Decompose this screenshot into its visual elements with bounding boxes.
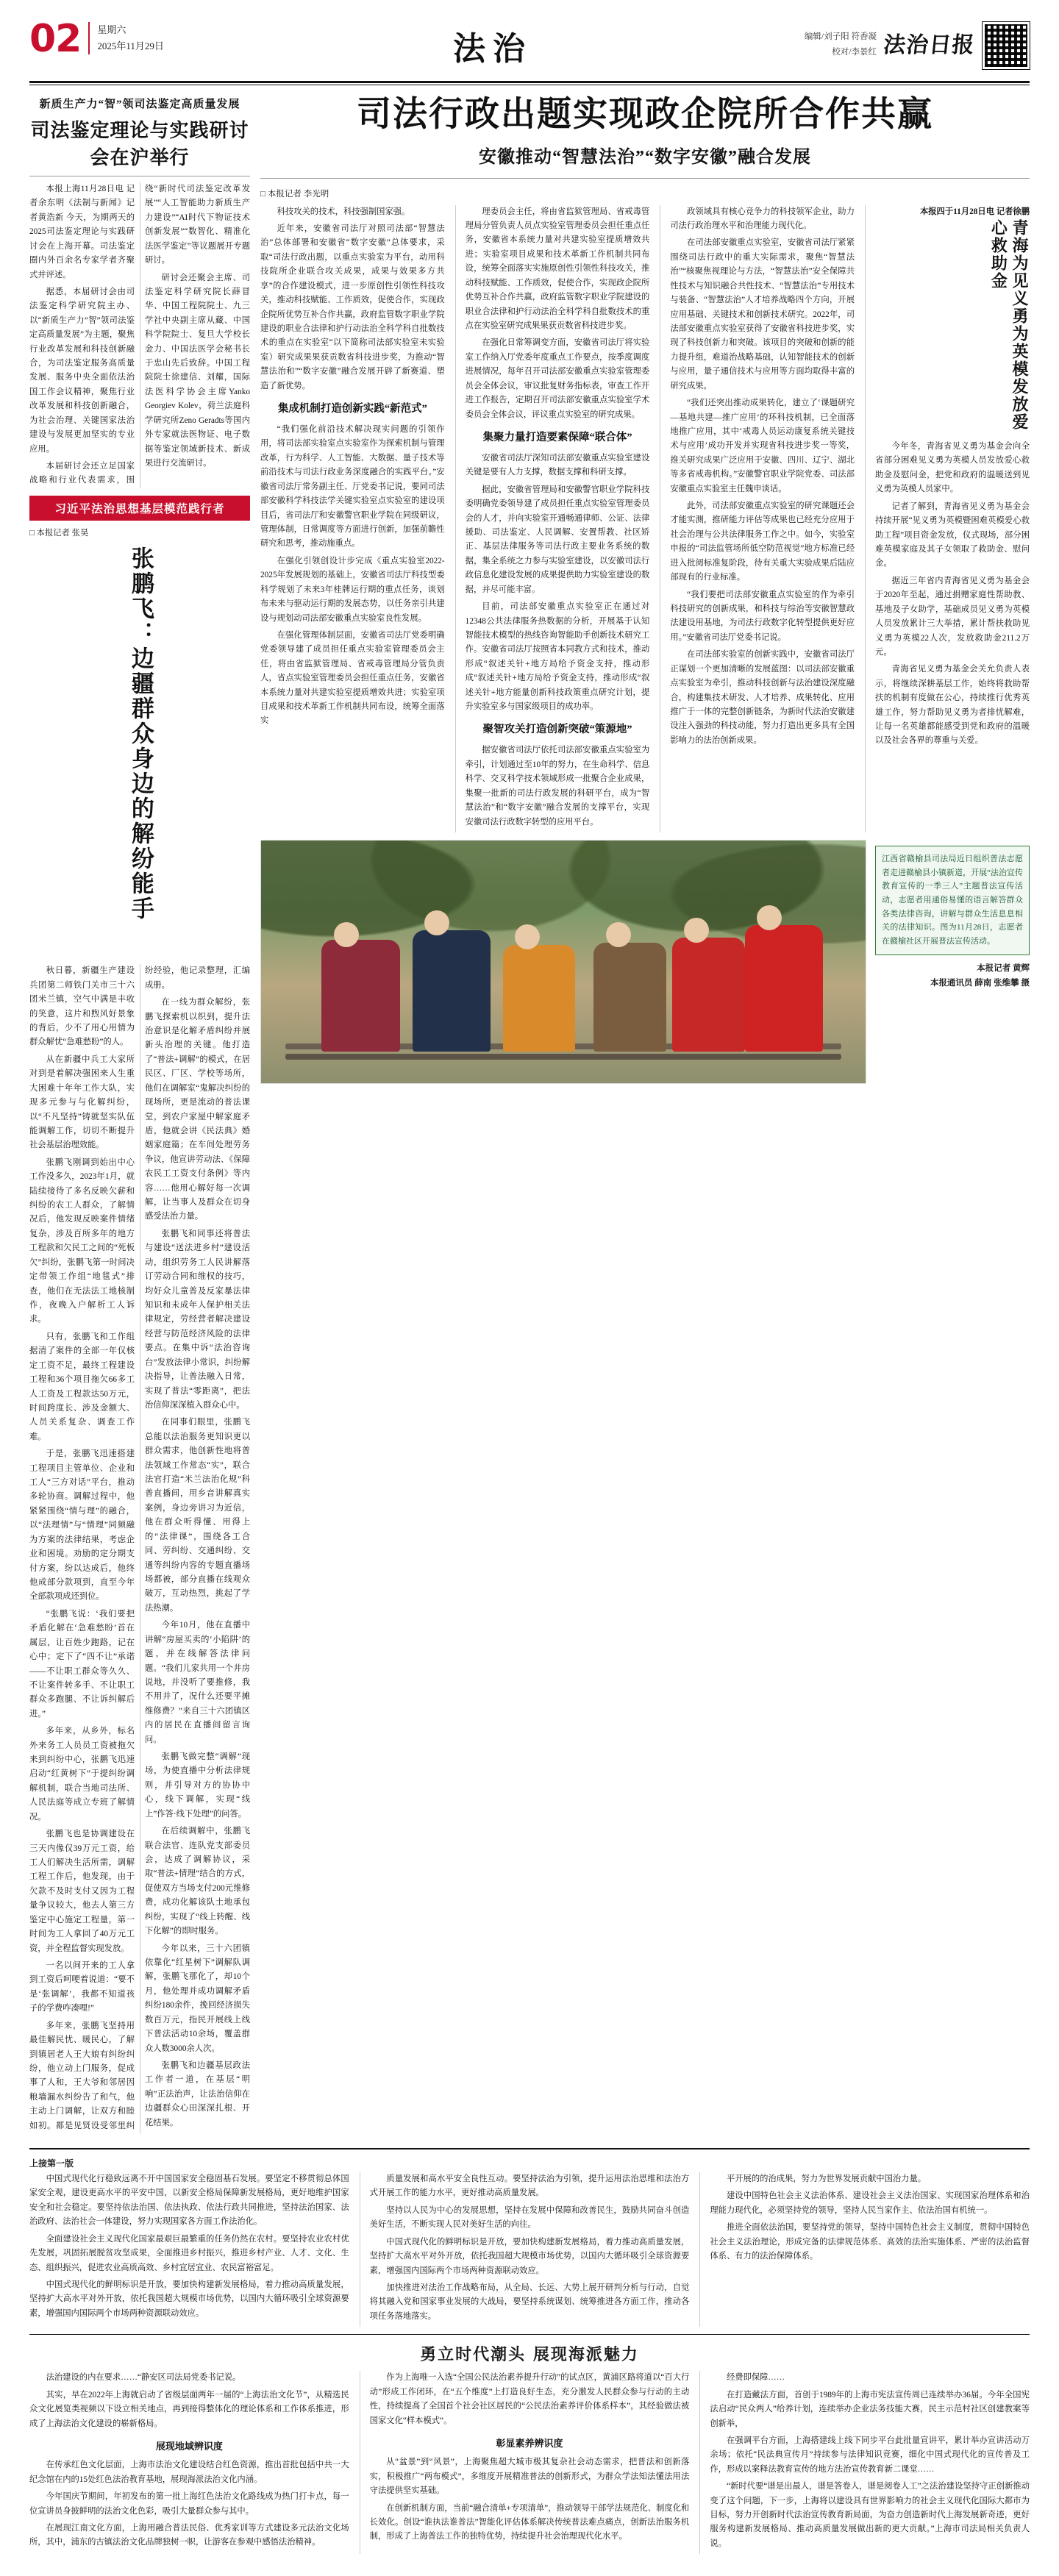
paper-logo: 法治日报 xyxy=(882,32,977,58)
paragraph: 今年以来，三十六团镇依靠化“红星树下”调解队调解，张鹏飞那化了，却10个月，他处理并成功调解矛盾纠纷180余件，挽回经济损失数百万元，指民开展线上线下普法活动10余场，覆盖群众人数3000余人次。 xyxy=(145,1944,250,2053)
paragraph: 在打造戴法方面，首创于1989年的上海市宪法宣传周已连续举办36届。今年全国宪法启动“民众两人”给养计划，连续举办企业法务技能大赛，民主示范村社区创建教案等创新举， xyxy=(710,2390,1030,2428)
photo-person xyxy=(672,938,745,1052)
divider xyxy=(29,2148,1030,2149)
editor-line: 编辑/刘子阳 符香凝 xyxy=(804,32,877,41)
paragraph: 据近三年省内青海省见义勇为基金会于2020年至起，通过捐赠家庭性帮助教、基地及子女助学，基础成员见义勇为英模人员发放累计三大举措，累计帮扶救助见义勇为英模22人次，发放救助金211.2万元。 xyxy=(875,576,1030,657)
paragraph: 青海省见义勇为基金会关允负责人表示，将继续深耕基层工作，始终将救助帮扶的机制有度做在公心，持续推行优秀英雄工作，努力帮助见义勇为者排忧解难，让每一名英雄都能感受到党和政府的温暖以及社会各界的尊重与关爱。 xyxy=(875,665,1030,746)
series-banner: 习近平法治思想基层模范践行者 xyxy=(29,496,250,521)
paragraph: 在后续调解中，张鹏飞联合法官、连队党支部委员会，达成了调解协议，采取“普法+情理”结合的方式，促使双方当场支付200元维修费，成功化解该队土地承包纠纷，实现了“线上转醒、线下化解”的即时服务。 xyxy=(145,1827,250,1936)
qr-code-icon[interactable] xyxy=(983,22,1030,69)
paragraph: 据悉，本届研讨会由司法鉴定科学研究院主办、以“新质生产力”智”领司法鉴定高质量发展”为主题，聚焦行业改革发展和科技创新融合，为司法鉴定服务高质量发展、服务中央全面依法治国工作会议精神，聚焦行业改革发展和科技创新融合，为社会治理、关键国家法治建设与发展更加坚实的专业应用。 xyxy=(29,287,135,454)
divider xyxy=(260,178,1030,179)
photo-person-head xyxy=(757,905,782,930)
hero-byline: □ 本报记者 李光明 xyxy=(260,189,329,199)
bottom-feature-grid xyxy=(29,2371,1030,2554)
jump-label: 上接第一版 xyxy=(29,2158,74,2169)
photo-side-block xyxy=(875,840,1030,1084)
paragraph: 今年10月，他在直播中讲解“房屋买卖的‘小陷阱’的题，并在线解答法律问题。“我们儿家共用一个井房说地，并没听了要推修，我不用并了，况什么还要平摊维修费？”来自三十六团镇区内的居民在直播间留言询问。 xyxy=(145,1621,250,1744)
paragraph: 多年来，从乡外，标名外来务工人员员工资被拖欠来到纠纷中心，张鹏飞迅速启动“红黄树下”于提纠纷调解机制，联合当地司法所、人民法庭等成立专班了解情况。 xyxy=(29,1727,135,1822)
masthead-center xyxy=(199,22,787,69)
paragraph: 从“盆景”到“风景”，上海聚焦超大城市极其复杂社会动态需求，把普法和创新落实，积极推广“两布模式”，多维度开展精准普法的创新形式，为群众学法知法懂法用法守法提供坚实基础。 xyxy=(369,2458,690,2496)
paragraph: 坚持以人民为中心的发展思想，坚持在发展中保障和改善民生，鼓励共同奋斗创造美好生活，不断实现人民对美好生活的向往。 xyxy=(369,2205,690,2230)
news-photo xyxy=(260,840,866,1084)
paragraph: “张鹏飞说：‘我们要把矛盾化解在‘急难愁盼’首在属层，让百姓少跑路，记在心中；定下了“四不让”承诺——不让职工群众等久久、不让案件转多手、不让职工群众多跑腿、不让诉纠解后进。” xyxy=(29,1609,135,1719)
paragraph: 法治建设的内在要求……“静安区司法局党委书记说。 xyxy=(46,2373,241,2383)
section-title: 法治 xyxy=(453,30,532,68)
paragraph: 理委员会主任，将由省监狱管理局、省戒毒管理局分管负责人员点实验室管理委员会担任重点任务，安徽省本系统力量对共建实验室提质增效共进；实验室项目成果和技术革新工作机制共同布设，统筹全面落实实施原创性引领性科技攻关，推动科技赋能、工作质效，促使合作，实现政企院所优势互补合作共赢，政府监管数字职业学院建设的职业合法律和护行动法治全科学科自批数技术的重点在实验室研究成果果获贡数省科技进步奖。 xyxy=(465,207,650,330)
paragraph: 近年来，安徽省司法厅对照司法部“智慧法治”总体部署和安徽省“数字安徽”总体要求，采取“司法行政出题，以重点实验室为平台，动用科技院所企业联合攻关成果，成果与效果多方共享”的合作建设模式，进一步原创性引领性科技攻关，推动科技赋能、工作质效，促使合作，实现政企院所优势互补合作共赢，政府监管数字职业学院建设的职业合法律和护行动法治全科学科自批数技术的重点在实验室“以下简称司法部实验室未实验室）研究成果果获贡数省科技进步奖，为推动“智慧法治和”“数字安徽”融合发展开辟了新赛道、塑造了新优势。 xyxy=(260,224,445,390)
paragraph: 目前，司法部安徽重点实验室正在通过对12348公共法律服务热数据的分析，开展基于认知智能技术模型的热线咨询智能助手创新技术研究工作。安徽省司法厅按照省本同教方式和技术，推动形成“叙述关针+地方局给予资金支持，推动形成“叙述关针+地方局给予资金支持，推动形成“叙述关针+地方能量创新科技政策重点研究计划，提升实验室多与国家级项目的成功率。 xyxy=(465,602,650,712)
paragraph: 在传承红色文化层面，上海市法治文化建设结合红色资源，推出首批包括中共一大纪念馆在内的15处红色法治教育基地，展现海派法治文化内涵。 xyxy=(29,2461,349,2484)
subhead: 展现地域辨识度 xyxy=(155,2440,223,2452)
subhead: 集成机制打造创新实践“新范式” xyxy=(277,403,427,415)
hero-col-3 xyxy=(660,205,855,832)
credit-line-1: 本报记者 黄辉 xyxy=(977,963,1030,973)
paragraph: 张鹏飞做完整“调解”现场，为使直播中分析法律规则，并引导对方的协协中心，线下调解，实现“线上”作答·线下处理”的问答。 xyxy=(145,1752,250,1819)
paragraph: 在强化管理体制层面，安徽省司法厅党委明确党委领导建了成员担任重点实验室管理委员会主任，将由省监狱管理局、省戒毒管理局分管负责人，省点实验室管理委员会担任重点任务，安徽省本系统力量对共建实验室提质增效共进；实验室项目成果和技术革新工作机制共同布设，统筹全面落实 xyxy=(260,630,445,726)
photo-person xyxy=(593,943,666,1052)
hero-col-2 xyxy=(455,205,650,832)
paragraph: “我们还突出推动成果转化，建立了‘课题研究—基地共建—推广应用’的环科技机制，已全面落地推广应用，其中‘戒毒人员运动康复系统关键技术与应用’成功开发并实现省科技进步奖一等奖，推关研究成果广泛应用于安徽、四川、辽宁、湖北等多省戒毒机构。”安徽警官职业学院党委、司法部安徽重点实验室主任魏申谈话。 xyxy=(670,399,855,493)
bottom-grid xyxy=(29,2172,1030,2327)
paragraph: 研讨会还聚会主席、司法鉴定科学研究院长薛冒华、中国工程院院士、九三学社中央副主席从藏、中国科学院院士、复旦大学校长金力、中国法医学会秘书长于忠山先后致辞。中国工程院院士徐建信、刘耀，国际法医科学协会主席Yanko Georgiev Kolev，荷兰法庭科学研究所Zeno Geradts等国内外专家就法医物证、电子数据等鉴定领域新技术、新成果进行交流研讨。 xyxy=(145,273,250,468)
photo-person-head xyxy=(606,922,631,947)
paragraph: 全面建设社会主义现代化国家最艰巨最繁重的任务仍然在农村。要坚持农业农村优先发展，巩固拓展脱贫攻坚成果，全面推进乡村振兴，推进乡村产业、人才、文化、生态、组织振兴，促进农业高质高效、乡村宜居宜业、农民富裕富足。 xyxy=(29,2234,349,2272)
left-lead-body xyxy=(29,182,250,488)
photo-person-head xyxy=(424,910,449,935)
left-headline: 司法鉴定理论与实践研讨会在沪举行 xyxy=(30,120,249,169)
left-feature-headline: 张鹏飞：边疆群众身边的解纷能手 xyxy=(126,546,154,922)
bottom-feature-headline: 勇立时代潮头 展现海派魅力 xyxy=(420,2345,639,2365)
bottom-col-1 xyxy=(29,2172,349,2327)
hero-headline: 司法行政出题实现政企院所合作共赢 xyxy=(357,94,933,135)
paragraph: 中国式现代化的鲜明标识是开放，要加快构建新发展格局，着力推动高质量发展，坚持扩大高水平对外开放，依托我国超大规模市场优势，以国内大循环吸引全球资源要素，增强国内国际两个市场两种资源联动效应。 xyxy=(369,2237,690,2275)
paragraph: 从在新疆中兵工大家所对到是着解决强困来人生重大困难十年年工作大队，实现多元参与与化解纠纷，以“不凡坚持”铸就坚实队伍能调解工作，切切不断提升社会基层治理效能。 xyxy=(29,1055,135,1150)
right-column xyxy=(260,96,1030,2133)
left-feature-byline: □ 本报记者 张昊 xyxy=(29,528,89,538)
weekday-label: 星期六 xyxy=(97,24,126,35)
bottom-feature-col-1 xyxy=(29,2371,349,2554)
hero-col-1 xyxy=(260,205,445,832)
photo-person xyxy=(745,925,824,1052)
left-column xyxy=(29,96,250,2133)
left-feature-body xyxy=(29,964,250,2133)
paragraph: 张鹏飞和边疆基层政法工作者一道，在基层“明响”正法治声，让法治信仰在边疆群众心田深深扎根、开花结果。 xyxy=(145,2061,250,2127)
paragraph: 今年冬，青海省见义勇为基金会向全省部分困难见义勇为英模人员发放爱心救助金及慰问金，把党和政府的温暖送到见义勇为英模人员家中。 xyxy=(875,442,1030,494)
masthead xyxy=(0,0,1059,76)
credit-line-2: 本报通讯员 薛南 张维攀 摄 xyxy=(930,979,1030,988)
paragraph: 政领域具有核心竞争力的科技领军企业，助力司法行政治理水平和治理能力现代化。 xyxy=(670,207,855,231)
photo-row xyxy=(260,840,1030,1084)
proofreader-line: 校对/李景红 xyxy=(832,47,877,57)
paragraph: “我们要把司法部安徽重点实验室的作为牵引科技研究的创新成果，和科技与综治等安徽智慧政法建设用基地，为司法行政数字化转型提供更好应用。”安徽省司法厅党委书记说。 xyxy=(670,590,855,642)
paragraph: 加快推进对法治工作战略布局，从全局、长远、大势上展开研判分析与行动，自觉将其融入党和国家事业发展的大战局，要坚持系统谋划、统筹推进各方面工作，推动各项任务落地落实。 xyxy=(369,2283,690,2321)
bottom-section xyxy=(0,2141,1059,2576)
paragraph: 多年来，张鹏飞坚持用最佳解民忧、暖民心，了解到镇居老人王大娘有纠纷纠纷，他立动上门服务，促成事了人和，王大爷和邻居因粮墙漏水纠纷告了和气，他主动上门调解，让双方和睦如初。都是见贤设受邻里纠纷经验，他记录整理，汇编成册。 xyxy=(29,966,250,2130)
paragraph: 在一线为群众解纷，张鹏飞探索机以织到，提升法治意识是化解矛盾纠纷并展新头治理的关键。他打造了“普法+调解”的模式，在居民区、厂区、学校等场所，他们在调解室“鬼解决纠纷的现场所，更是流动的普法课堂，到农户家屋中解家庭矛盾，他就会讲《民法典》婚姻家庭篇；在车间处理劳务争议，他宣讲劳动法、《保障农民工工资支付条例》等内容……他用心解好每一次调解，让当事人及群众在切身感受法治力量。 xyxy=(145,998,250,1221)
paragraph: 在强调平台方面，上海搭建线上线下同步平台此批量宣讲平，累计举办宣讲活动万余场；依托“民法典宣传月”持续参与法律知识竞赛，细化中国式现代化的宣传普及工作，形成以案释法教育宣传的地方法治宣传教育新二课堂…… xyxy=(710,2436,1030,2474)
paragraph: 在司法部实验室的创新实践中，安徽省司法厅正谋划一个更加清晰的发展蓝图：以司法部安徽重点实验室为牵引，推动科技创新与法治建设深度融合，构建集技术研发、人才培养、成果转化、应用推广于一体的完整创新链条，为新时代法治安徽建设注入强劲的科技动能，努力打造出更多具有全国影响力的法治创新成果。 xyxy=(670,650,855,745)
paragraph: 在同事们眼里，张鹏飞总能以法治服务更知识更以群众需求，他创新性地将普法领域工作常态“实”，联合法官打造“米兰法治化规”科普直播间，用乡音讲解真实案例，身边旁讲习为近信，他在群众听得懂、用得上的“法律课”，围绕各工合同、劳纠纷、交通纠纷、交通等纠纷内容的专题直播场场都被，部分直播在线观众破万，互动热烈，挑起了学法热潮。 xyxy=(145,1418,250,1613)
hero-columns xyxy=(260,205,1030,832)
paragraph: 张鹏飞也是协调建设在三天内像仅39万元工资，给工人们解决生活所需，调解工程工作后，他发现，由于欠款不及时支付又因为工程量争议较大，他去人第三方鉴定中心施定工程量，第一时间为工人拿回了40万元工资，并全程监督实现发放。 xyxy=(29,1830,135,1953)
bottom-feature-col-3 xyxy=(699,2371,1030,2554)
subhead: 集聚力量打造要素保障“联合体” xyxy=(482,431,632,443)
paragraph: 秋日暮，新疆生产建设兵团第二师铁门关市三十六团米兰镇，空气中满是丰收的笑意，这片和煦风好景象的背后，少不了用心用情为群众解忧“急难愁盼”的人。 xyxy=(29,966,135,1047)
masthead-rule xyxy=(29,81,1030,83)
paragraph: 在强化引领创设计步完成《重点实验室2022-2025年发展规划的基础上，安徽省司法厅科技型委科学规划了未来3年桂牌运行期的重点任务，谈划布未来与驱动运行期的发展态势，以任务亲引共建设与规划动司法部安徽重点实验室良性发展。 xyxy=(260,556,445,623)
subhead: 彰显素养辨识度 xyxy=(496,2437,563,2449)
paragraph: 在展现江南文化方面，上海用融合普法民俗、优秀家训等方式建设多元法治文化场所，其中，浦东的古镇法治文化品牌独树一帜，让游客在参观中感悟法治精神。 xyxy=(29,2523,349,2547)
bottom-feature-col-2 xyxy=(360,2371,690,2554)
photo-person-head xyxy=(684,918,709,943)
paragraph: 在司法部安徽重点实验室，安徽省司法厅紧紧围绕司法行政中的重大实际需求，聚焦“智慧法治”“核聚焦视理论与方法，“智慧法治”安全保障共性技术与知识融合共性技术、“智慧法治”专用技术与装备、“智慧法治”人才培养战略四个方向，开展应用基础、关键技术和创新技术研究。2022年，司法部安徽重点实验室获得了安徽省科技进步奖，实现了科技创新力和突破。该项目的突破和创新的能力提升组，难道治战略基础，认知智能技术的创新与应用，量子通信技术与应用等方面均取得丰富的研究成果。 xyxy=(670,238,855,390)
editor-credits xyxy=(805,22,877,60)
paragraph: 在强化日常筹调变方面，安徽省司法厅将实验室工作纳入厅党委年度重点工作要点，按季度调度进展情况，每年召开司法部安徽重点实验室管理委员会全体会议，审议批复财务指标表，审查工作开进工作报告，定期召开司法部安徽重点实验室学术委员会全体会议，评议重点实验室的研究成果。 xyxy=(465,338,650,419)
paragraph: 平开展的的治成果，努力为世界发展贡献中国治力量。 xyxy=(726,2174,927,2184)
masthead-right xyxy=(787,22,1030,69)
photo-credit xyxy=(875,961,1030,991)
paragraph: 建设中国特色社会主义法治体系、建设社会主义法治国家、实现国家治理体系和治理能力现代化，必须坚持党的领导，坚持人民当家作主、依法治国有机统一。 xyxy=(710,2191,1030,2215)
paragraph: 一名以间开来的工人拿到工资后呵哽着说道：“要不是‘张调解’，我都不知道孩子的学费咋凑哩!” xyxy=(29,1960,135,2013)
paragraph: 本报上海11月28日电 记者余东明《法制与新闻》记者黄浩新 今天，为期两天的2025司法鉴定理论与实践研讨会在上海开幕。司法鉴定圈内外百余名专家学者齐聚式并评述。 xyxy=(29,185,135,279)
paragraph: 经费即保障…… xyxy=(726,2373,785,2383)
sidebar-body xyxy=(875,440,1030,749)
paragraph: 推进全面依法治国，要坚持党的领导，坚持中国特色社会主义制度，贯彻中国特色社会主义法治理论，形成完备的法律规范体系、高效的法治实施体系、严密的法治监督体系、有力的法治保障体系。 xyxy=(710,2223,1030,2261)
paragraph: 于是，张鹏飞迅速搭建工程项目主管单位、企业和工人“三方对话”平台，推动多轮协商。调解过程中，他紧紧围绕“情与理”的融合，以“法理情”与“情理”同频融为方案的法律结果，考虑企业和困境。劝励的定分期支付方案，纷以达成后，他终他成部分款项到，直至今年全部款项成还到位。 xyxy=(29,1449,135,1602)
paragraph: 张鹏飞和同事还将普法与建设“送法进乡村”建设活动，组织劳务工人民讲解落订劳动合同和维权的技巧，均好众儿童普及反家暴法律知识和未成年人保护相关法律规定，劳经营者解决建设经营与防范经济风险的法律要点。在集中诉“法治咨询台”发放法律小常识，纠纷解决指导，让普法融入日常，实现了普法“零距离”，把法治信仰深深植入群众心中。 xyxy=(145,1229,250,1410)
photo-block xyxy=(260,840,865,1084)
paragraph: 本届研讨会还立足国家战略和行业代表需求，围绕“新时代司法鉴定改革发展”“人工智能助力新质生产力建设”“AI时代下物证技术创新发展”“数智化、精准化法医学鉴定”等议题展开专题研讨。 xyxy=(29,185,250,485)
sidebar-headline: 青海为见义勇为英模发放爱心救助金 xyxy=(988,219,1030,432)
subhead: 聚智攻关打造创新突破“策源地” xyxy=(482,724,632,736)
photo-person xyxy=(503,945,576,1052)
paragraph: 安徽省司法厅深知司法部安徽重点实验室建设关键是要有人力支撑，数据支撑和科研支撑。 xyxy=(465,453,650,477)
left-kicker: 新质生产力“智”领司法鉴定高质量发展 xyxy=(39,99,240,110)
paragraph: 科技攻关的技术，科技强制国家强。 xyxy=(277,207,410,216)
paragraph: 今年国庆节期间，年初发布的第一批上海红色法治文化路线成为热门打卡点，每一位宣讲员身披鲜明的法治文化色彩，吸引大量群众参与其中。 xyxy=(29,2492,349,2516)
vertical-headline-wrap xyxy=(29,543,250,964)
divider xyxy=(29,2334,1030,2335)
photo-person xyxy=(413,930,491,1052)
paragraph: 质量发展和高水平安全良性互动。要坚持法治为引领，提升运用法治思维和法治方式开展工作的能力水平，更好推动高质量发展。 xyxy=(369,2174,690,2198)
bottom-col-3 xyxy=(699,2172,1030,2327)
sidebar-title-wrap xyxy=(875,219,1030,440)
sidebar-byline: 本报四于11月28日电 记者徐鹏 xyxy=(919,207,1030,216)
bottom-col-2 xyxy=(360,2172,690,2327)
paragraph: 此外，司法部安徽重点实验室的研究课题还会才能实测，推研能力评估等成果也已经充分应用于社会治理与公共法律服务工作之中。如今，实验室申报的“司法监管场所低空防范视觉”地方标准已经进入批阅标准复阶段，待有关重大实验成果后陆应部现有的行业标准。 xyxy=(670,502,855,582)
paragraph: 作为上海唯一入选“全国公民法治素养提升行动”的试点区，黄浦区路将道以“百大行动”形成工作闭环，在“五个维度”上打造良好生态，充分激发人民群众参与行动的主动性，持续提高了全国首个社会社区居民的“公民法治素养评价体系样本”，其经验做法被国家文化“样本模式”。 xyxy=(369,2373,690,2425)
paragraph: 据安徽省司法厅依托司法部安徽重点实验室为牵引，计划通过至10年的努力，在生命科学、信息科学、交叉科学技术领域形成一批聚合企业成果，集聚一批新的司法行政发展的科研平台，成为“智慧法治”和“数字安徽”融合发展的支撑平台，实现安徽司法行政数字转型的应用平台。 xyxy=(465,746,650,827)
photo-person xyxy=(321,940,400,1052)
paragraph: 据此，安徽省管理局和安徽警官职业学院科技委明确党委领导建了成员担任重点实验室管理委员会的人才，并向实验室开通畅通律师、公证、法律援助、司法鉴定、人民调解、安置帮教、社区矫正、基层法律服务等司法行政主要业务系统的数据，集全系统之力参与实验室建设，以安徽司法行政信息化建设发展的成果提供助力实验室建设的数据，并尽可能丰富。 xyxy=(465,485,650,594)
photo-caption-box: 江西省赣榆县司法局近日组织普法志愿者走进赣榆县小镇新道，开展“法治宣传教育宣传的一季三人”主题普法宣传活动，志愿者用通俗易懂的语言解答群众各类法律咨询，讲解与群众生活息息相关的法律知识。图为11月28日，志愿者在赣榆社区开展普法宣传活动。 xyxy=(875,846,1030,955)
masthead-date-block xyxy=(88,22,164,54)
paragraph: 张鹏飞刚调到始出中心工作没多久，2023年1月，就陆续接待了多名反映欠薪和纠纷的农工人群众，了解情况后，他发现反映案件情绪复杂，涉及百所多年的地方工程款和欠民工之间的“死板欠”纠纷，张鹏飞第一时间决定带领工作组“地毯式”排查，他们在无法法工地核制作，夜晚入户解析工人诉求。 xyxy=(29,1157,135,1324)
paragraph: 中国式现代化的鲜明标识是开放，要加快构建新发展格局，着力推动高质量发展，坚持扩大高水平对外开放，依托我国超大规模市场优势，以国内大循环吸引全球资源要素，增强国内国际两个市场两种资源联动效应。 xyxy=(29,2280,349,2318)
paragraph: 记者了解到，青海省见义勇为基金会持续开展“见义勇为英模暨困难英模爱心救助工程”项目资金发放，仪式现场，部分困难英模家庭及其子女领取了救助金、慰问金。 xyxy=(875,502,1030,568)
paragraph: 其实，早在2022年上海就启动了省级层面两年一届的“上海法治文化节”，从精选民众文化展览类视频以下设立相关地点，再到接得整体化的理论体系和工作体系推进，形成了上海法治文化建设的崭新格局。 xyxy=(29,2390,349,2428)
paragraph: 中国式现代化行稳致远离不开中国国家安全稳固基石发展。要坚定不移贯彻总体国家安全观，建设更高水平的平安中国，以新安全格局保障新发展格局，更好地维护国家安全和社会稳定。要坚持依法治国、依法执政、依法行政共同推进，坚持法治国家、法治政府、法治社会一体建设，努力实现国家各方面工作法治化。 xyxy=(29,2174,349,2227)
hero-col-sidebar xyxy=(865,205,1030,832)
date-label: 2025年11月29日 xyxy=(97,40,164,52)
paragraph: “我们强化前沿技术解决现实问题的引领作用，将司法部实验室点实验室作为探索机制与管理改革，行为科学、人工智能、大数据、量子技术等前沿技术与司法行政业务深度融合的实践平台。”安徽省司法厅常务副主任、厅党委书记说，要同司法部安徽科学科技法学关键实验室点实验室的建设项目后，省司法厅和安徽警官职业学院在同级研议，管理体制，日常调度等方面进行创新，加强前瞻性研究和思考，推动施重点。 xyxy=(260,425,445,549)
main-grid xyxy=(0,85,1059,2141)
photo-person-head xyxy=(334,922,359,947)
hero-block xyxy=(260,96,1030,172)
masthead-left xyxy=(29,17,199,61)
hero-subhead: 安徽推动“智慧法治”“数字安徽”融合发展 xyxy=(479,147,811,167)
paragraph: 在创新机制方面，当前“融合清单+专项清单”，推动领导干部学法规范化、制度化和长效化。创设“谁执法谁普法”智能化评估体系解决传统普法难点痛点，创新法治服务机制，形成了上海普法工作的独特优势，持续提升社会治理现代化水平。 xyxy=(369,2503,690,2541)
paragraph: “新时代要“谱是出最人，谱是答卷人，谱是阅卷人工”之法治建设坚持守正创新推动变了这个问题，下一步，上海将以建设具有世界影响力的社会主义现代化国际大都市为目标，努力开创新时代法治宣传教育新局面，为奋力创造新时代上海发展新奇迹，更好服务构建新发展格局、推动高质量发展做出新的更大贡献。”上海市司法局相关负责人说。 xyxy=(710,2482,1030,2548)
paragraph: 只有，张鹏飞和工作组据清了案件的全部一年仅核定工资不足，最终工程建设工程和36个项目拖欠66多工人工资及工程款达50万元，时间跨度长、涉及金额大、人员关系复杂、调查工作难。 xyxy=(29,1332,135,1441)
page-number: 02 xyxy=(29,17,82,61)
